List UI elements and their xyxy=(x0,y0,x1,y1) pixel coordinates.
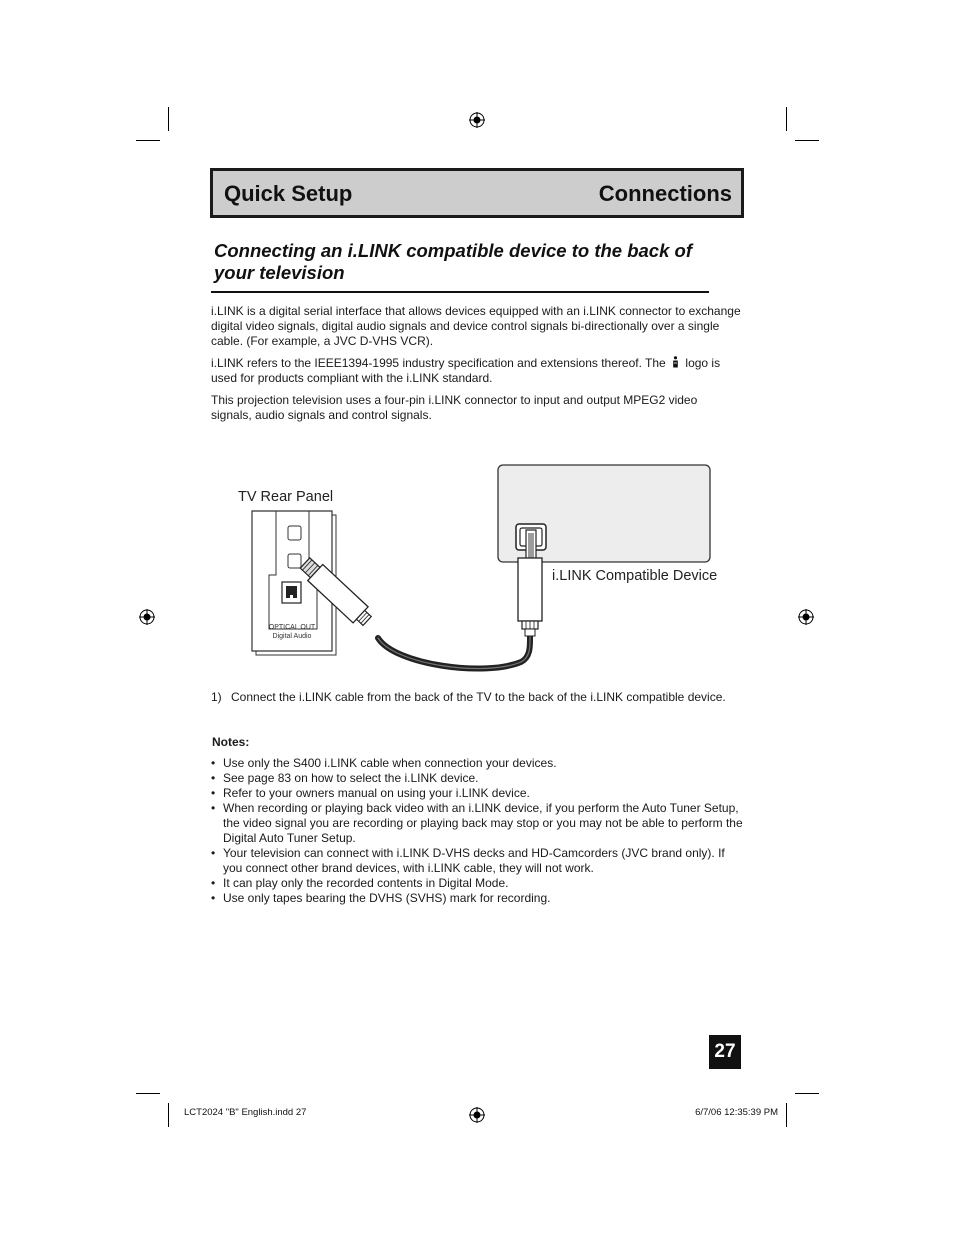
note-item: • Your television can connect with i.LINK D-VHS decks and HD-Camcorders (JVC brand only). If you connect other brand devices, with i.LINK cable, they will not work. xyxy=(211,846,743,876)
note-item: • Use only tapes bearing the DVHS (SVHS) mark for recording. xyxy=(211,891,743,906)
crop-mark xyxy=(786,107,787,131)
header-right-title: Connections xyxy=(598,181,732,206)
projection-paragraph: This projection television uses a four-pin i.LINK connector to input and output MPEG2 video signals, audio signals and control signals. xyxy=(211,393,698,422)
ilink-device-label: i.LINK Compatible Device xyxy=(552,568,718,584)
crop-mark xyxy=(168,1103,169,1127)
crop-mark xyxy=(795,140,819,141)
section-title: Connecting an i.LINK compatible device to the back of your television xyxy=(214,240,692,283)
note-item: • See page 83 on how to select the i.LINK device. xyxy=(211,771,743,786)
connection-diagram xyxy=(230,455,730,680)
tv-port-upper-icon xyxy=(288,526,301,540)
step-number: 1) xyxy=(211,690,222,704)
registration-mark-icon xyxy=(798,609,814,625)
optical-out-jack-notch xyxy=(290,595,293,599)
registration-mark-icon xyxy=(469,1107,485,1123)
registration-mark-icon xyxy=(469,112,485,128)
note-item: • When recording or playing back video with an i.LINK device, if you perform the Auto Tuner Setup, the video signal you are recording or playing back may stop or you may not be able to perform the Digital Auto Tuner Setup. xyxy=(211,801,743,846)
optical-out-label: OPTICAL OUT xyxy=(268,624,316,631)
crop-mark xyxy=(786,1103,787,1127)
footer-timestamp: 6/7/06 12:35:39 PM xyxy=(695,1107,778,1118)
header-left-title: Quick Setup xyxy=(224,181,353,206)
step-text: Connect the i.LINK cable from the back of the TV to the back of the i.LINK compatible device. xyxy=(231,690,726,704)
footer-file-info: LCT2024 "B" English.indd 27 xyxy=(184,1107,307,1118)
notes-list xyxy=(211,756,743,906)
registration-mark-icon xyxy=(139,609,155,625)
device-side-plug xyxy=(516,524,546,636)
intro-paragraph: i.LINK is a digital serial interface that allows devices equipped with an i.LINK connector to exchange digital video signals, digital audio signals and device control signals bi-directionally over a single cable. (For example, a JVC D-VHS VCR). xyxy=(211,304,741,348)
note-item: • Use only the S400 i.LINK cable when connection your devices. xyxy=(211,756,743,771)
digital-audio-label: Digital Audio xyxy=(272,633,312,640)
title-underline xyxy=(211,291,709,293)
crop-mark xyxy=(795,1093,819,1094)
crop-mark xyxy=(168,107,169,131)
note-item: • Refer to your owners manual on using your i.LINK device. xyxy=(211,786,743,801)
notes-heading: Notes: xyxy=(212,735,250,749)
tv-port-lower-icon xyxy=(288,554,301,568)
page-number: 27 xyxy=(709,1035,741,1069)
page-header xyxy=(210,168,744,218)
note-item: • It can play only the recorded contents in Digital Mode. xyxy=(211,876,743,891)
crop-mark xyxy=(136,140,160,141)
ieee-paragraph-text-before: i.LINK refers to the IEEE1394-1995 industry specification and extensions thereof. The xyxy=(211,356,666,370)
ilink-cable xyxy=(378,635,530,669)
ieee-paragraph-text-after: logo is used for products compliant with the i.LINK standard. xyxy=(211,356,721,385)
tv-rear-panel-label: TV Rear Panel xyxy=(238,489,334,505)
ilink-logo-icon xyxy=(671,356,680,368)
ieee-paragraph xyxy=(211,356,741,386)
crop-mark xyxy=(136,1093,160,1094)
